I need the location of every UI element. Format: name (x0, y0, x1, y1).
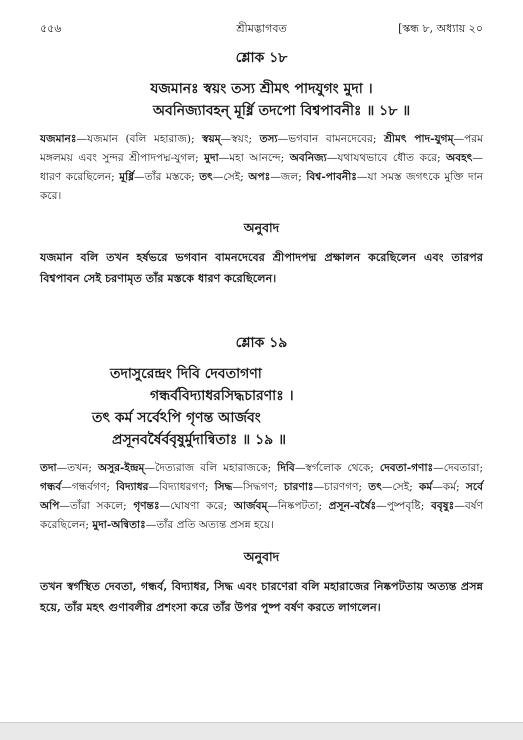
gloss-meaning: —গন্ধর্বগণ; (61, 481, 117, 493)
gloss-term: ববৃষুঃ (430, 500, 455, 512)
gloss-meaning: —সেই; (212, 171, 249, 183)
gloss-meaning: —ভগবান বামনদেবের; (277, 133, 384, 145)
bottom-strip (0, 722, 523, 740)
gloss-meaning: —যথাযথভাবে ধৌত করে; (326, 152, 447, 164)
verse-19-translation-heading: অনুবাদ (243, 549, 280, 564)
book-title: শ্রীমদ্ভাগবত (236, 22, 287, 35)
gloss-term: বিশ্ব-পাবনীঃ (306, 171, 357, 183)
gloss-term: দিবি (277, 462, 295, 474)
gloss-meaning: —তাঁর মস্তকে; (134, 171, 200, 183)
gloss-term: দেবতা-গণাঃ (379, 462, 434, 474)
verse-19-word-meanings (40, 459, 483, 535)
gloss-term: মুদা-অন্বিতাঃ (92, 519, 146, 531)
gloss-meaning: —মহা আনন্দে; (218, 152, 290, 164)
verse-18-text (40, 78, 483, 122)
verse-19-heading: শ্লোক ১৯ (235, 335, 288, 351)
gloss-term: তদা (40, 462, 57, 474)
running-header (40, 0, 483, 44)
gloss-term: আর্জবম্ (233, 500, 268, 512)
gloss-meaning: —যা সমস্ত জগৎকে মুক্তি দান করে। (40, 171, 484, 202)
verse-19-text (40, 363, 483, 451)
gloss-meaning: —দৈত্যরাজ বলি মহারাজকে; (144, 462, 278, 474)
gloss-meaning: —স্বর্গলোক থেকে; (294, 462, 380, 474)
verse-19-line-4: প্রসূনবর্ষৈর্ববৃষুর্মুদান্বিতাঃ ॥ ১৯ ॥ (112, 432, 287, 448)
chapter-reference: [স্কন্ধ ৮, অধ্যায় ২০ (398, 22, 483, 35)
gloss-term: গৃণন্তঃ (133, 500, 160, 512)
gloss-meaning: —জল; (270, 171, 307, 183)
verse-18-translation-heading: অনুবাদ (243, 220, 280, 235)
gloss-meaning: —তাঁরা সকলে; (59, 500, 134, 512)
gloss-term: অসুর-ইন্দ্রম্ (98, 462, 145, 474)
gloss-meaning: —ধারণ করেছিলেন; (40, 152, 484, 183)
gloss-meaning: —দেবতারা; (433, 462, 484, 474)
gloss-meaning: —তখন; (56, 462, 99, 474)
gloss-meaning: —পরম মঙ্গলময় এবং সুন্দর শ্রীপাদপদ্ম-যুগল; (40, 133, 483, 164)
verse-18-line-2: অবনিজ্যাবহন্ মূর্ধ্নি তদপো বিশ্বপাবনীঃ ॥ ১৮ ॥ (152, 103, 411, 119)
verse-19-line-2: গন্ধর্ববিদ্যাধরসিদ্ধচারণাঃ । (150, 388, 294, 404)
verse-18-word-meanings (40, 130, 483, 206)
verse-19-translation: তখন স্বর্গস্থিত দেবতা, গন্ধর্ব, বিদ্যাধর, সিদ্ধ এবং চারণেরা বলি মহারাজের নিষ্কপটতায় অত্যন্ত প্রসন্ন হয়ে, তাঁর মহৎ গুণাবলীর প্রশংসা করে তাঁর উপর পুষ্প বর্ষণ করতে লাগলেন। (40, 579, 483, 614)
gloss-term: তৎ (368, 481, 382, 493)
gloss-term: প্রসূন-বর্ষৈঃ (328, 500, 377, 512)
page-number: ৫৫৬ (40, 22, 62, 35)
gloss-term: তস্য (259, 133, 278, 145)
gloss-term: মূর্ধ্নি (119, 171, 135, 183)
verse-18-translation: যজমান বলি তখন হর্ষভরে ভগবান বামনদেবের শ্রীপাদপদ্ম প্রক্ষালন করেছিলেন এবং তারপর বিশ্বপাবন সেই চরণামৃত তাঁর মস্তকে ধারণ করেছিলেন। (40, 250, 483, 285)
verse-19-line-1: তদাসুরেন্দ্রং দিবি দেবতাগণা (110, 366, 262, 382)
gloss-meaning: —পুষ্পবৃষ্টি; (376, 500, 431, 512)
gloss-meaning: —ঘোষণা করে; (159, 500, 234, 512)
gloss-meaning: —বর্ষণ করেছিলেন; (40, 500, 483, 531)
gloss-term: চারণাঃ (283, 481, 314, 493)
gloss-term: মুদা (204, 152, 219, 164)
gloss-term: বিদ্যাধর (116, 481, 149, 493)
gloss-term: কর্ম (418, 481, 433, 493)
gloss-meaning: —সিদ্ধগণ; (232, 481, 284, 493)
gloss-term: স্বয়ম্ (202, 133, 221, 145)
gloss-term: অবনিজ্য (289, 152, 327, 164)
gloss-term: সিদ্ধ (214, 481, 233, 493)
gloss-term: যজমানঃ (40, 133, 77, 145)
gloss-meaning: —তাঁর প্রতি অত্যন্ত প্রসন্ন হয়ে। (145, 519, 274, 531)
verse-19-line-3: তৎ কর্ম সর্বেঽপি গৃণন্ত আর্জবং (92, 410, 261, 426)
gloss-term: গন্ধর্ব (40, 481, 62, 493)
gloss-meaning: —চারণগণ; (313, 481, 369, 493)
gloss-meaning: —সেই; (381, 481, 419, 493)
gloss-term: শ্রীমৎ পাদ-যুগম্ (383, 133, 454, 145)
gloss-meaning: —যজমান (বলি মহারাজ); (76, 133, 203, 145)
verse-18-heading: শ্লোক ১৮ (235, 50, 288, 66)
gloss-meaning: —কর্ম; (432, 481, 466, 493)
gloss-term: সর্বে অপি (40, 481, 484, 512)
gloss-term: তৎ (199, 171, 213, 183)
gloss-meaning: —স্বয়ং; (220, 133, 260, 145)
gloss-meaning: —বিদ্যাধরগণ; (148, 481, 215, 493)
gloss-term: অবহৎ (446, 152, 473, 164)
gloss-meaning: —নিষ্কপটতা; (267, 500, 329, 512)
verse-18-line-1: যজমানঃ স্বয়ং তস্য শ্রীমৎ পাদযুগং মুদা । (150, 81, 373, 97)
gloss-term: অপঃ (248, 171, 271, 183)
